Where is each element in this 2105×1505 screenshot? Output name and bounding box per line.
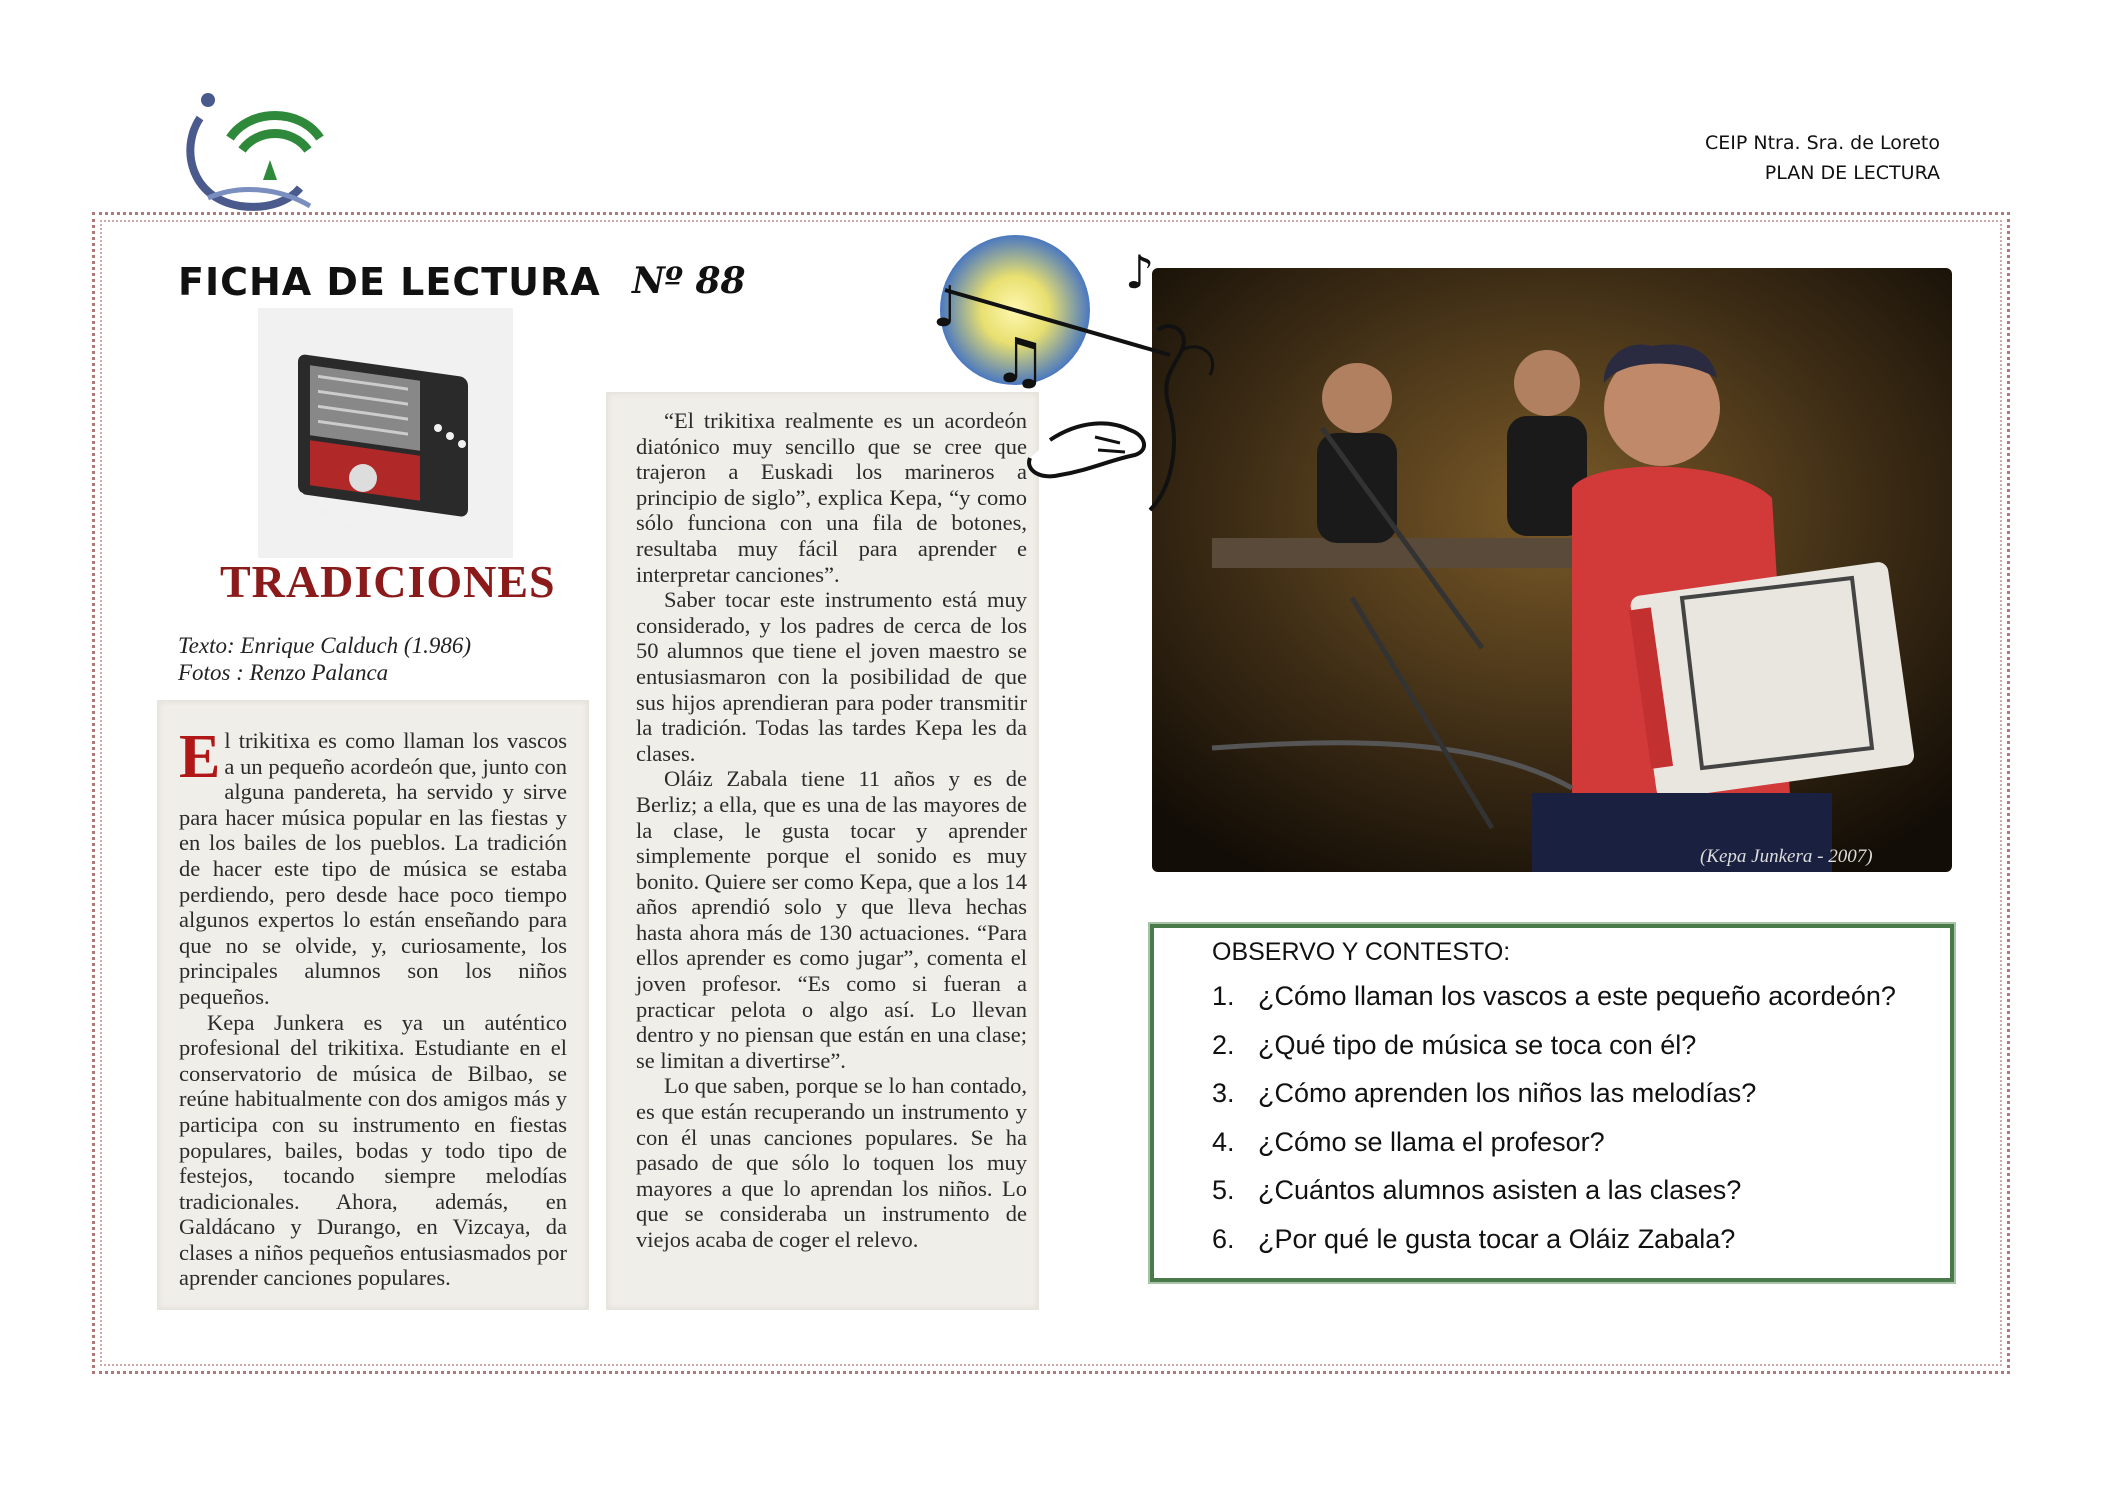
junta-logo-icon [180,88,340,218]
question-text: ¿Cuántos alumnos asisten a las clases? [1258,1175,1742,1205]
question-item [1212,1224,1950,1273]
question-text: ¿Por qué le gusta tocar a Oláiz Zabala? [1258,1223,1736,1254]
credits [178,632,471,686]
question-text: ¿Cómo aprenden los niños las melodías? [1258,1078,1757,1108]
question-item [1212,1175,1950,1224]
question-item [1212,1078,1950,1127]
plan-lectura-label: PLAN DE LECTURA [1764,162,1940,184]
paragraph: Lo que saben, porque se lo han contado, es que están recuperando un instrumento y con él unas canciones populares. Se ha pasado de que sólo lo toquen los muy mayores a que lo aprendan los niños. Lo que se consideraba un instrumento de viejos acaba de coger el relevo. [636,1073,1027,1252]
drop-cap: E [179,723,221,791]
questions-title: OBSERVO Y CONTESTO: [1212,938,1511,966]
svg-text:♫: ♫ [992,324,1048,397]
ficha-title: FICHA DE LECTURA [178,260,601,304]
conductor-clipart-icon [920,230,1280,530]
text-credit: Texto: Enrique Calduch (1.986) [178,633,472,658]
question-number: 1. [1212,981,1235,1011]
article-column-1 [157,700,589,1310]
photo-caption: (Kepa Junkera - 2007) [1700,846,1873,867]
accordion-image [258,308,513,558]
svg-text:♪: ♪ [1125,245,1155,299]
question-text: ¿Qué tipo de música se toca con él? [1258,1029,1697,1060]
paragraph [179,723,567,1010]
questions-box [1150,924,1954,1282]
photo-credit: Fotos : Renzo Palanca [178,660,389,685]
question-text: ¿Cómo se llama el profesor? [1258,1126,1605,1157]
question-item [1212,1030,1950,1079]
svg-text:♩: ♩ [932,275,959,340]
question-number: 2. [1212,1029,1235,1060]
paragraph: Kepa Junkera es ya un auténtico profesional del trikitixa. Estudiante en el conservatorio de música de Bilbao, se reúne habitualmente con dos amigos más y participa con su instrumento en fiestas populares, bailes, bodas y todo tipo de festejos, tocando siempre melodías tradicionales. Ahora, además, en Galdácano y Durango, en Vizcaya, da clases a niños pequeños entusiasmados por aprender canciones populares. [179,1009,567,1291]
section-title: TRADICIONES [220,556,556,607]
paragraph: “El trikitixa realmente es un acordeón diatónico muy sencillo que se cree que trajeron a Euskadi los marineros a principio de siglo”, explica Kepa, “y como sólo funciona con una fila de botones, resultaba muy fácil para aprender e interpretar canciones”. [636,408,1027,587]
question-number: 3. [1212,1078,1235,1108]
paragraph: Saber tocar este instrumento está muy considerado, y los padres de cerca de los 50 alumnos que tiene el joven maestro se entusiasmaron con la posibilidad de que sus hijos aprendieran para poder transmitir la tradición. Todas las tardes Kepa les da clases. [636,587,1027,766]
paragraph: Oláiz Zabala tiene 11 años y es de Berliz; a ella, que es una de las mayores de la clase, le gusta tocar y aprender simplemente porque el sonido es muy bonito. Quiere ser como Kepa, que a los 14 años aprendió solo y que lleva hechas hasta ahora más de 130 actuaciones. “Para ellos aprender es como jugar”, comenta el joven profesor. “Es como si fueran a practicar pelota o algo así. Lo llevan dentro y no piensan que están en una clase; se limitan a divertirse”. [636,766,1027,1073]
school-header [1705,128,1940,188]
question-number: 4. [1212,1126,1235,1157]
question-number: 5. [1212,1175,1235,1205]
ficha-number: Nº 88 [632,260,746,302]
question-number: 6. [1212,1223,1235,1254]
question-text: ¿Cómo llaman los vascos a este pequeño acordeón? [1258,981,1896,1011]
question-item [1212,981,1950,1030]
paragraph-text: l trikitixa es como llaman los vascos a un pequeño acordeón que, junto con alguna pandereta, ha servido y sirve para hacer música popular en las fiestas y en los bailes de los pueblos. La tradición de hacer este tipo de música se estaba perdiendo, pero desde hace poco tiempo algunos expertos lo están enseñando para que no se olvide, y, curiosamente, los principales alumnos son los niños pequeños. [179,728,567,1009]
question-item [1212,1127,1950,1176]
school-name: CEIP Ntra. Sra. de Loreto [1705,132,1940,154]
